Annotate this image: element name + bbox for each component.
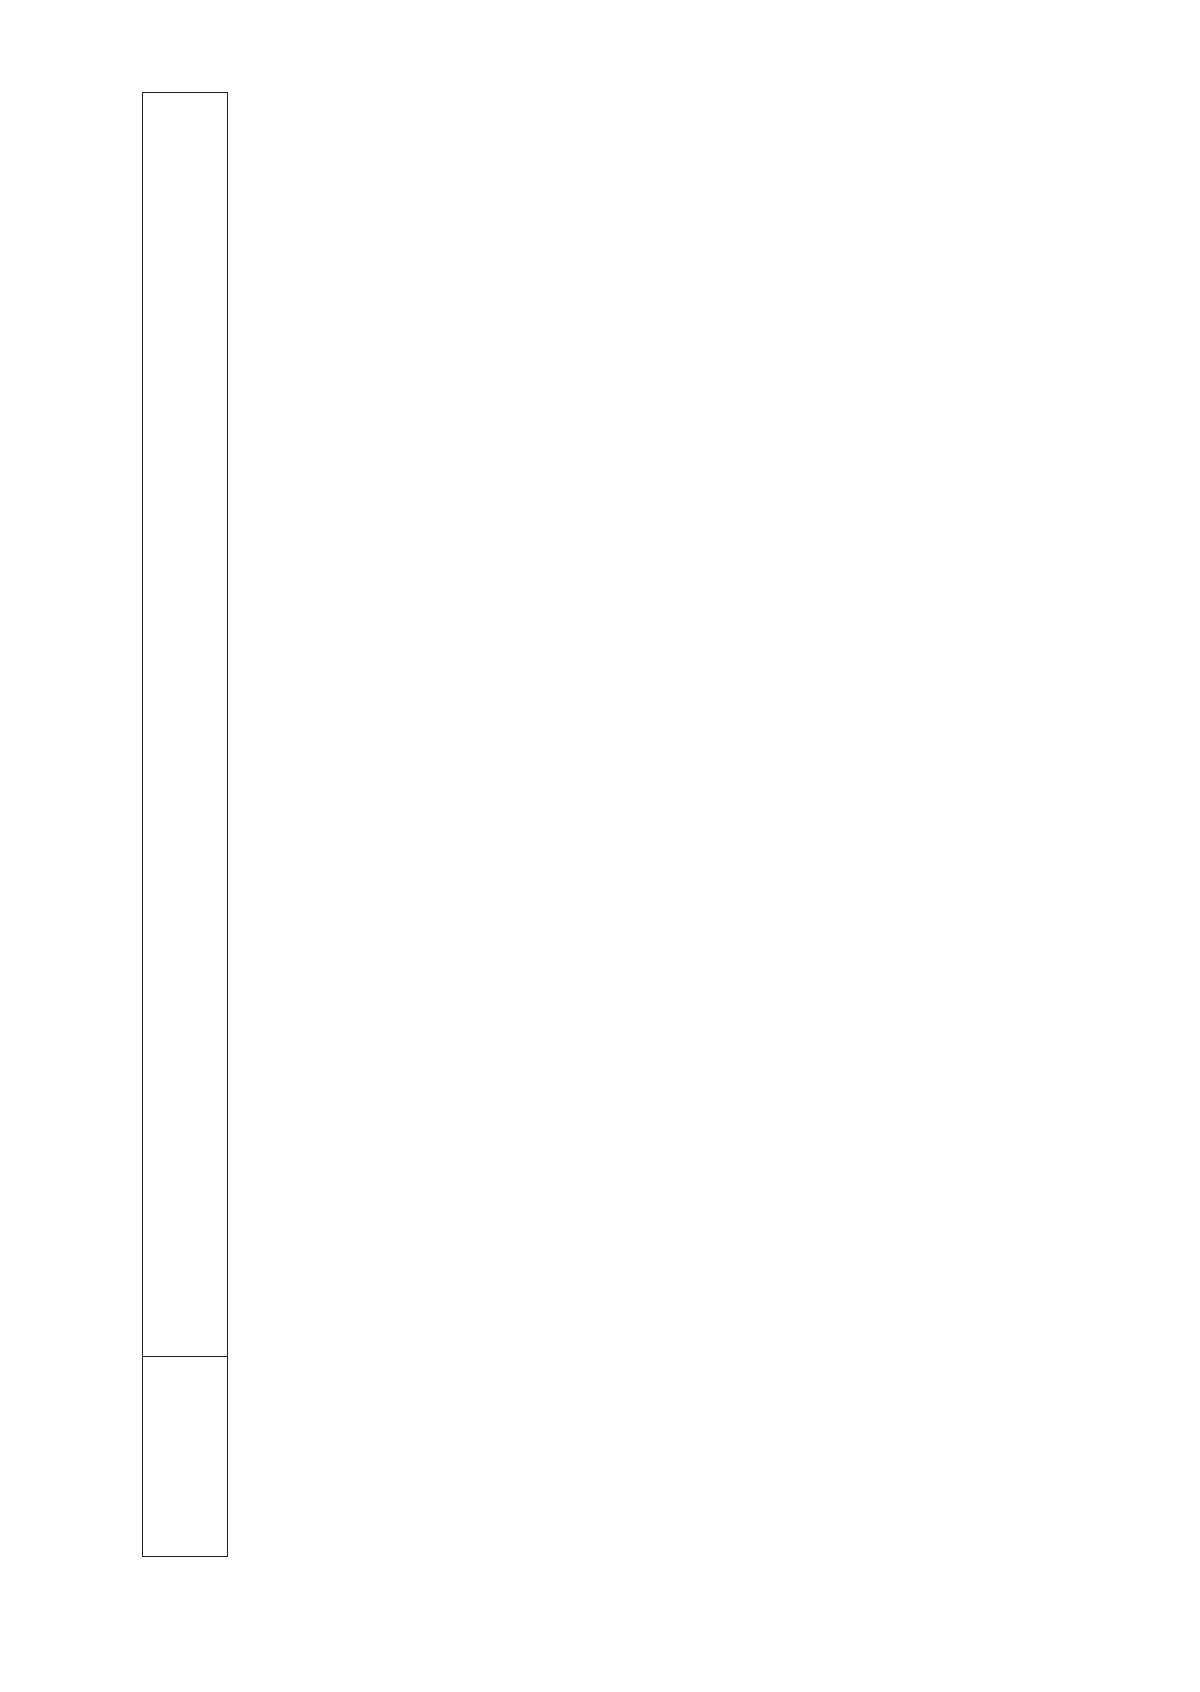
header-number — [143, 1356, 228, 1556]
table-body — [228, 93, 1067, 1557]
hunting-resources-table — [142, 92, 1067, 1557]
header-species — [143, 93, 228, 1357]
rotated-table-wrapper — [142, 92, 982, 1557]
